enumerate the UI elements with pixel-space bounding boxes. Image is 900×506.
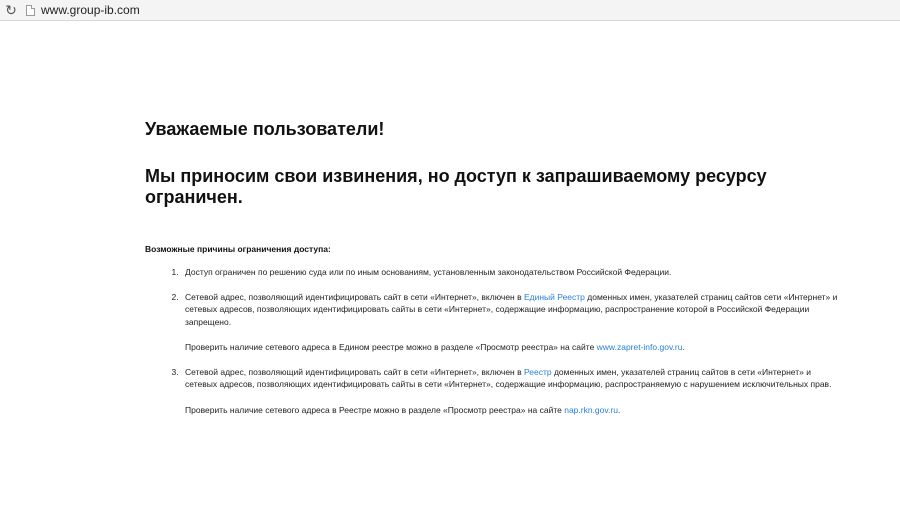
check-text: Проверить наличие сетевого адреса в Едином реестре можно в разделе «Просмотр реестра» на сайте — [185, 342, 597, 352]
check-end: . — [617, 404, 621, 415]
check-end: . — [682, 342, 685, 352]
list-item — [181, 366, 845, 417]
reason-text-end: доменных имен, указателей страниц сайтов в сети «Интернет» и сетевых адресов, позволяющих идентифицировать сайты в сети «Интернет», содержащие информацию, распространяемую с нарушением исключительных прав. — [185, 366, 832, 389]
page-icon — [26, 5, 35, 16]
list-item — [181, 266, 845, 279]
unified-registry-link[interactable]: Единый Реестр — [523, 291, 585, 302]
zapret-info-link[interactable]: www.zapret-info.gov.ru — [596, 342, 683, 352]
apology-heading: Мы приносим свои извинения, но доступ к запрашиваемому ресурсу ограничен. — [145, 166, 767, 207]
check-text: Проверить наличие сетевого адреса в Реестре можно в разделе «Просмотр реестра» на сайте — [185, 404, 565, 415]
list-item — [181, 291, 845, 354]
reason-text-end: доменных имен, указателей страниц сайтов сети «Интернет» и сетевых адресов, позволяющих идентифицировать сайты в сети «Интернет», содержащие информацию, распространение которой в Российской Федерации запрещено. — [185, 291, 838, 327]
check-instruction — [185, 404, 845, 417]
registry-link[interactable]: Реестр — [523, 366, 552, 377]
reload-icon[interactable]: ↻ — [5, 1, 17, 18]
greeting-heading: Уважаемые пользователи! — [145, 119, 385, 139]
reason-text-start: Сетевой адрес, позволяющий идентифицировать сайт в сети «Интернет», включен в — [185, 291, 524, 302]
nap-rkn-link[interactable]: nap.rkn.gov.ru — [564, 404, 618, 415]
reason-text — [185, 366, 845, 391]
url-field[interactable]: www.group-ib.com — [41, 3, 140, 17]
reason-text-start: Сетевой адрес, позволяющий идентифицировать сайт в сети «Интернет», включен в — [185, 366, 524, 377]
reason-text: 1. Доступ ограничен по решению суда или по иным основаниям, установленным законодательством Российской Федерации. — [185, 267, 672, 277]
browser-address-bar — [0, 0, 900, 21]
blocked-notice — [145, 118, 845, 428]
reason-text — [185, 291, 845, 329]
check-instruction — [185, 341, 845, 354]
reasons-title: Возможные причины ограничения доступа: — [145, 244, 331, 254]
reasons-list — [145, 266, 845, 416]
